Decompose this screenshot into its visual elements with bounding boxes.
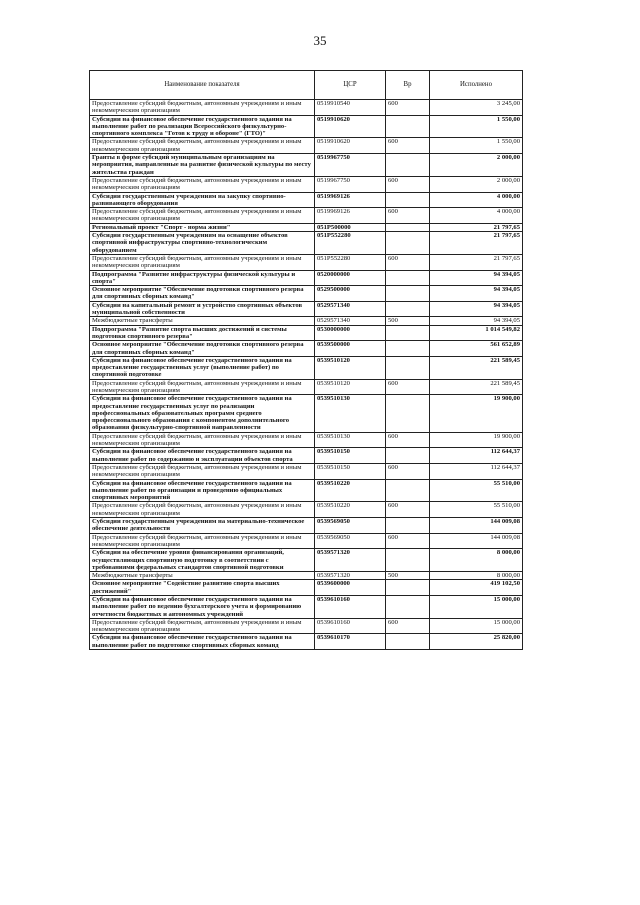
- row-value-cell: 2 000,00: [430, 154, 523, 177]
- table-row: [90, 356, 523, 379]
- table-row: [90, 138, 523, 154]
- row-vr-cell: 500: [386, 572, 430, 580]
- row-csr-cell: 0519969126: [315, 192, 386, 208]
- row-value-cell: 419 102,50: [430, 580, 523, 596]
- row-name-cell: Субсидии на финансовое обеспечение государственного задания на выполнение работ по реализации Всероссийского физкультурно-спортивного комплекса "Готов к труду и обороне" (ГТО)": [90, 115, 315, 138]
- row-name-cell: Межбюджетные трансферты: [90, 317, 315, 325]
- row-vr-cell: [386, 270, 430, 286]
- row-csr-cell: 0539571320: [315, 572, 386, 580]
- row-value-cell: 2 000,00: [430, 176, 523, 192]
- table-row: [90, 208, 523, 224]
- row-csr-cell: 0539569050: [315, 518, 386, 534]
- row-name-cell: Предоставление субсидий бюджетным, автономным учреждениям и иным некоммерческим организациям: [90, 176, 315, 192]
- row-value-cell: 55 510,00: [430, 502, 523, 518]
- row-csr-cell: 0539610170: [315, 634, 386, 650]
- row-vr-cell: 500: [386, 317, 430, 325]
- row-vr-cell: [386, 479, 430, 502]
- table-row: [90, 286, 523, 302]
- row-name-cell: Основное мероприятие "Обеспечение подготовки спортивного резерва для спортивных сборных команд": [90, 341, 315, 357]
- table-row: [90, 502, 523, 518]
- row-value-cell: 21 797,65: [430, 232, 523, 255]
- row-csr-cell: 0539500000: [315, 341, 386, 357]
- table-header-row: [90, 71, 523, 100]
- row-csr-cell: 0520000000: [315, 270, 386, 286]
- budget-execution-table: [89, 70, 523, 650]
- table-row: [90, 634, 523, 650]
- column-header-vr: Вр: [386, 71, 430, 100]
- row-vr-cell: 600: [386, 502, 430, 518]
- row-csr-cell: 051P552280: [315, 254, 386, 270]
- row-csr-cell: 0539510220: [315, 479, 386, 502]
- row-value-cell: 19 900,00: [430, 395, 523, 432]
- row-value-cell: 94 394,05: [430, 270, 523, 286]
- row-value-cell: 221 589,45: [430, 379, 523, 395]
- row-csr-cell: 0519910620: [315, 138, 386, 154]
- table-row: [90, 448, 523, 464]
- row-csr-cell: 0539571320: [315, 549, 386, 572]
- row-value-cell: 1 550,00: [430, 138, 523, 154]
- row-csr-cell: 0539600000: [315, 580, 386, 596]
- table-row: [90, 176, 523, 192]
- table-row: [90, 341, 523, 357]
- row-value-cell: 15 000,00: [430, 618, 523, 634]
- row-value-cell: 3 245,00: [430, 100, 523, 116]
- table-row: [90, 596, 523, 619]
- row-value-cell: 1 550,00: [430, 115, 523, 138]
- row-vr-cell: [386, 549, 430, 572]
- row-csr-cell: 0539569050: [315, 533, 386, 549]
- row-vr-cell: [386, 395, 430, 432]
- table-row: [90, 572, 523, 580]
- page-number: 35: [313, 33, 327, 48]
- row-vr-cell: 600: [386, 463, 430, 479]
- row-csr-cell: 0529571340: [315, 301, 386, 317]
- row-vr-cell: [386, 518, 430, 534]
- row-vr-cell: 600: [386, 379, 430, 395]
- table-row: [90, 301, 523, 317]
- row-vr-cell: [386, 301, 430, 317]
- row-value-cell: 144 009,08: [430, 533, 523, 549]
- row-csr-cell: 0519967750: [315, 176, 386, 192]
- row-vr-cell: 600: [386, 138, 430, 154]
- row-csr-cell: 0539510150: [315, 463, 386, 479]
- row-value-cell: 19 900,00: [430, 432, 523, 448]
- row-csr-cell: 0530000000: [315, 325, 386, 341]
- row-vr-cell: [386, 634, 430, 650]
- table-row: [90, 518, 523, 534]
- table-row: [90, 232, 523, 255]
- row-vr-cell: [386, 286, 430, 302]
- row-name-cell: Предоставление субсидий бюджетным, автономным учреждениям и иным некоммерческим организациям: [90, 254, 315, 270]
- table-row: [90, 270, 523, 286]
- row-csr-cell: 0539510150: [315, 448, 386, 464]
- row-vr-cell: 600: [386, 432, 430, 448]
- row-vr-cell: [386, 325, 430, 341]
- row-vr-cell: [386, 115, 430, 138]
- row-name-cell: Субсидии на капитальный ремонт и устройство спортивных объектов муниципальной собственности: [90, 301, 315, 317]
- row-name-cell: Межбюджетные трансферты: [90, 572, 315, 580]
- row-value-cell: 8 000,00: [430, 572, 523, 580]
- table-row: [90, 618, 523, 634]
- row-name-cell: Предоставление субсидий бюджетным, автономным учреждениям и иным некоммерческим организациям: [90, 432, 315, 448]
- row-vr-cell: 600: [386, 100, 430, 116]
- row-name-cell: Субсидии на финансовое обеспечение государственного задания на выполнение работ по организации и проведению официальных спортивных мероприятий: [90, 479, 315, 502]
- row-csr-cell: 0539510130: [315, 432, 386, 448]
- table-row: [90, 549, 523, 572]
- row-csr-cell: 0539510220: [315, 502, 386, 518]
- row-value-cell: 94 394,05: [430, 317, 523, 325]
- table-row: [90, 463, 523, 479]
- row-value-cell: 4 000,00: [430, 192, 523, 208]
- row-value-cell: 221 589,45: [430, 356, 523, 379]
- row-name-cell: Предоставление субсидий бюджетным, автономным учреждениям и иным некоммерческим организациям: [90, 463, 315, 479]
- row-name-cell: Подпрограмма "Развитие спорта высших достижений и системы подготовки спортивного резерва": [90, 325, 315, 341]
- row-name-cell: Субсидии государственным учреждениям на оснащение объектов спортивной инфраструктуры спортивно-технологическим оборудованием: [90, 232, 315, 255]
- row-vr-cell: [386, 356, 430, 379]
- table-row: [90, 223, 523, 231]
- row-value-cell: 112 644,37: [430, 463, 523, 479]
- row-name-cell: Предоставление субсидий бюджетным, автономным учреждениям и иным некоммерческим организациям: [90, 379, 315, 395]
- row-vr-cell: 600: [386, 533, 430, 549]
- table-row: [90, 395, 523, 432]
- row-vr-cell: 600: [386, 618, 430, 634]
- row-csr-cell: 0539510130: [315, 395, 386, 432]
- table-row: [90, 254, 523, 270]
- table-row: [90, 100, 523, 116]
- row-value-cell: 21 797,65: [430, 223, 523, 231]
- row-value-cell: 21 797,65: [430, 254, 523, 270]
- column-header-value: Исполнено: [430, 71, 523, 100]
- row-value-cell: 94 394,05: [430, 301, 523, 317]
- row-name-cell: Субсидии на финансовое обеспечение государственного задания на выполнение работ по подготовке спортивных сборных команд: [90, 634, 315, 650]
- row-csr-cell: 0529500000: [315, 286, 386, 302]
- row-csr-cell: 0529571340: [315, 317, 386, 325]
- row-vr-cell: [386, 596, 430, 619]
- row-value-cell: 15 000,00: [430, 596, 523, 619]
- row-name-cell: Основное мероприятие "Обеспечение подготовки спортивного резерва для спортивных сборных команд": [90, 286, 315, 302]
- row-value-cell: 1 014 549,82: [430, 325, 523, 341]
- row-csr-cell: 051P500000: [315, 223, 386, 231]
- row-csr-cell: 0519967750: [315, 154, 386, 177]
- row-vr-cell: 600: [386, 254, 430, 270]
- row-value-cell: 94 394,05: [430, 286, 523, 302]
- table-row: [90, 192, 523, 208]
- row-name-cell: Субсидии государственным учреждениям на закупку спортивно-развивающего оборудования: [90, 192, 315, 208]
- row-csr-cell: 0539610160: [315, 596, 386, 619]
- row-csr-cell: 0539510120: [315, 379, 386, 395]
- row-name-cell: Гранты в форме субсидий муниципальным организациям на мероприятия, направленные на развитие физической культуры по месту жительства граждан: [90, 154, 315, 177]
- row-value-cell: 144 009,08: [430, 518, 523, 534]
- row-name-cell: Региональный проект "Спорт - норма жизни": [90, 223, 315, 231]
- row-value-cell: 4 000,00: [430, 208, 523, 224]
- row-csr-cell: 0539510120: [315, 356, 386, 379]
- row-name-cell: Предоставление субсидий бюджетным, автономным учреждениям и иным некоммерческим организациям: [90, 502, 315, 518]
- row-name-cell: Основное мероприятие "Содействие развитию спорта высших достижений": [90, 580, 315, 596]
- row-value-cell: 112 644,37: [430, 448, 523, 464]
- row-vr-cell: [386, 154, 430, 177]
- row-name-cell: Субсидии государственным учреждениям на материально-техническое обеспечение деятельности: [90, 518, 315, 534]
- row-value-cell: 25 820,00: [430, 634, 523, 650]
- row-name-cell: Предоставление субсидий бюджетным, автономным учреждениям и иным некоммерческим организациям: [90, 618, 315, 634]
- row-vr-cell: [386, 580, 430, 596]
- row-vr-cell: 600: [386, 208, 430, 224]
- row-csr-cell: 0519969126: [315, 208, 386, 224]
- row-name-cell: Субсидии на финансовое обеспечение государственного задания на выполнение работ по содержанию и эксплуатации объектов спорта: [90, 448, 315, 464]
- row-name-cell: Предоставление субсидий бюджетным, автономным учреждениям и иным некоммерческим организациям: [90, 100, 315, 116]
- table-row: [90, 533, 523, 549]
- table-row: [90, 479, 523, 502]
- table-row: [90, 154, 523, 177]
- table-row: [90, 580, 523, 596]
- row-csr-cell: 0519910540: [315, 100, 386, 116]
- row-name-cell: Субсидии на финансовое обеспечение государственного задания на предоставление государственных услуг по реализации профессиональных образовательных программ среднего профессионального образования с компонентом дополнительного образования физкультурно-спортивной направленности: [90, 395, 315, 432]
- row-csr-cell: 0519910620: [315, 115, 386, 138]
- row-name-cell: Предоставление субсидий бюджетным, автономным учреждениям и иным некоммерческим организациям: [90, 533, 315, 549]
- row-vr-cell: [386, 232, 430, 255]
- table-row: [90, 115, 523, 138]
- row-vr-cell: 600: [386, 176, 430, 192]
- row-vr-cell: [386, 192, 430, 208]
- table-row: [90, 379, 523, 395]
- row-name-cell: Предоставление субсидий бюджетным, автономным учреждениям и иным некоммерческим организациям: [90, 208, 315, 224]
- row-vr-cell: [386, 223, 430, 231]
- row-name-cell: Предоставление субсидий бюджетным, автономным учреждениям и иным некоммерческим организациям: [90, 138, 315, 154]
- row-value-cell: 561 652,89: [430, 341, 523, 357]
- table-row: [90, 432, 523, 448]
- column-header-csr: ЦСР: [315, 71, 386, 100]
- row-vr-cell: [386, 448, 430, 464]
- row-name-cell: Субсидии на финансовое обеспечение государственного задания на предоставление государственных услуг (выполнение работ) по спортивной подготовке: [90, 356, 315, 379]
- row-value-cell: 55 510,00: [430, 479, 523, 502]
- table-row: [90, 325, 523, 341]
- row-name-cell: Субсидии на финансовое обеспечение государственного задания на выполнение работ по ведению бухгалтерского учета и формированию отчетности бюджетных и автономных учреждений: [90, 596, 315, 619]
- row-name-cell: Подпрограмма "Развитие инфраструктуры физической культуры и спорта": [90, 270, 315, 286]
- row-csr-cell: 0539610160: [315, 618, 386, 634]
- row-name-cell: Субсидии на обеспечение уровня финансирования организаций, осуществляющих спортивную подготовку в соответствии с требованиями федеральных стандартов спортивной подготовки: [90, 549, 315, 572]
- table-row: [90, 317, 523, 325]
- row-csr-cell: 051P552280: [315, 232, 386, 255]
- row-vr-cell: [386, 341, 430, 357]
- column-header-name: Наименование показателя: [90, 71, 315, 100]
- row-value-cell: 8 000,00: [430, 549, 523, 572]
